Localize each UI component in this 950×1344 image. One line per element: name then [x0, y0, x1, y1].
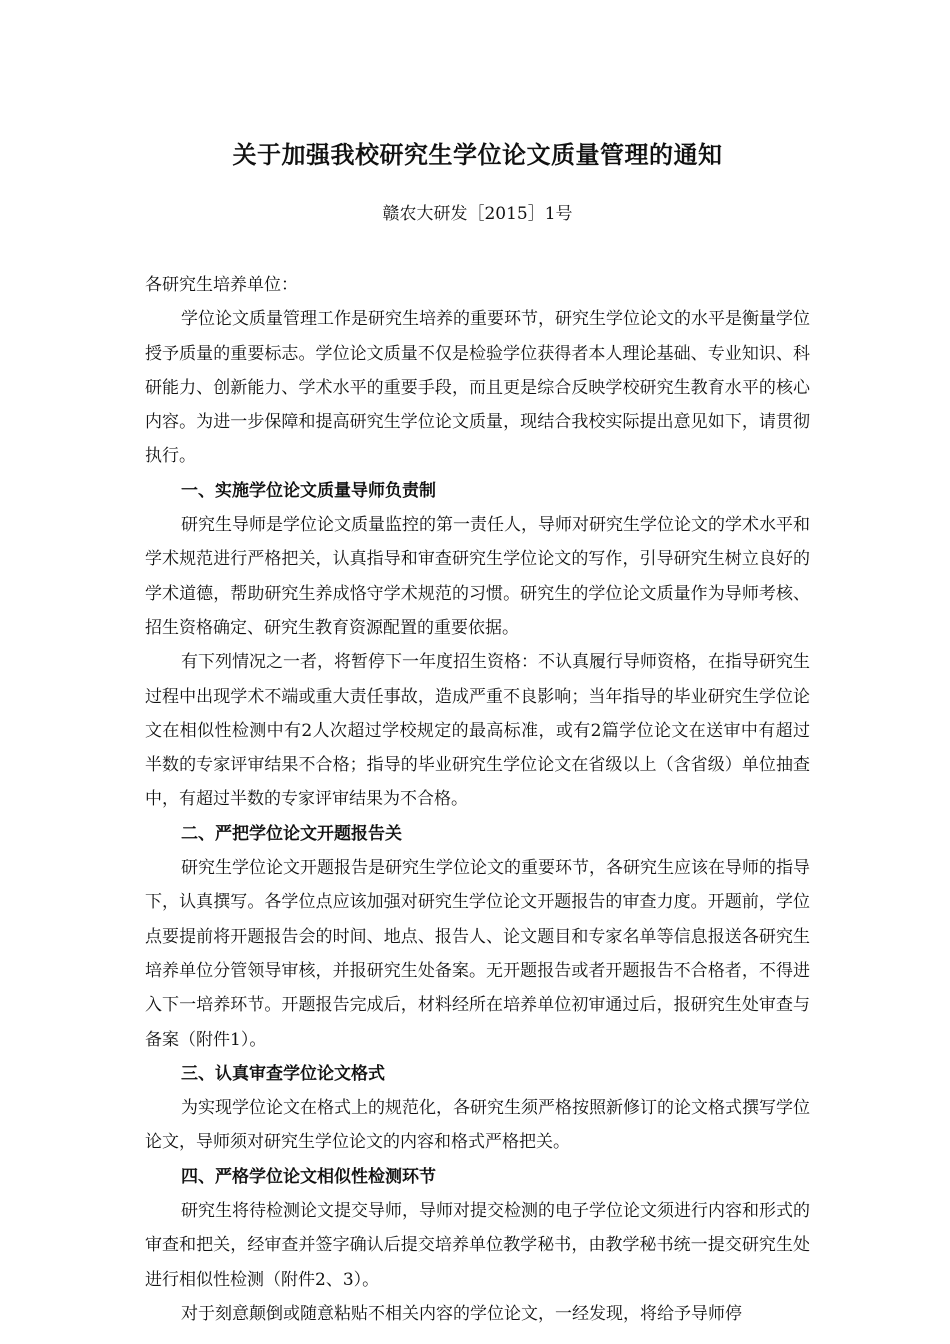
- document-title: 关于加强我校研究生学位论文质量管理的通知: [232, 140, 723, 169]
- document-number: 赣农大研发［2015］1号: [382, 204, 573, 224]
- section-4-heading: 四、严格学位论文相似性检测环节: [181, 1166, 436, 1187]
- section-2-paragraph-1: 研究生学位论文开题报告是研究生学位论文的重要环节，各研究生应该在导师的指导下，认真撰写。各学位点应该加强对研究生学位论文开题报告的审查力度。开题前，学位点要提前将开题报告会的时间、地点、报告人、论文题目和专家名单等信息报送各研究生培养单位分管领导审核，并报研究生处备案。无开题报告或者开题报告不合格者，不得进入下一培养环节。开题报告完成后，材料经所在培养单位初审通过后，报研究生处审查与备案（附件1）。: [145, 858, 810, 1050]
- salutation: 各研究生培养单位：: [145, 275, 298, 295]
- section-4-paragraph-1: 研究生将待检测论文提交导师，导师对提交检测的电子学位论文须进行内容和形式的审查和把关，经审查并签字确认后提交培养单位教学秘书，由教学秘书统一提交研究生处进行相似性检测（附件2、3）。: [145, 1201, 810, 1290]
- intro-paragraph: 学位论文质量管理工作是研究生培养的重要环节，研究生学位论文的水平是衡量学位授予质量的重要标志。学位论文质量不仅是检验学位获得者本人理论基础、专业知识、科研能力、创新能力、学术水平的重要手段，而且更是综合反映学校研究生教育水平的核心内容。为进一步保障和提高研究生学位论文质量，现结合我校实际提出意见如下，请贯彻执行。: [145, 309, 810, 467]
- document-body: [145, 268, 810, 1331]
- section-2-heading: 二、严把学位论文开题报告关: [181, 823, 402, 844]
- section-1-paragraph-2: 有下列情况之一者，将暂停下一年度招生资格：不认真履行导师资格，在指导研究生过程中出现学术不端或重大责任事故，造成严重不良影响；当年指导的毕业研究生学位论文在相似性检测中有2人次超过学校规定的最高标准，或有2篇学位论文在送审中有超过半数的专家评审结果不合格；指导的毕业研究生学位论文在省级以上（含省级）单位抽查中，有超过半数的专家评审结果为不合格。: [145, 652, 810, 810]
- section-4-paragraph-2: 对于刻意颠倒或随意粘贴不相关内容的学位论文，一经发现，将给予导师停: [181, 1303, 742, 1324]
- section-1-paragraph-1: 研究生导师是学位论文质量监控的第一责任人，导师对研究生学位论文的学术水平和学术规范进行严格把关，认真指导和审查研究生学位论文的写作，引导研究生树立良好的学术道德，帮助研究生养成恪守学术规范的习惯。研究生的学位论文质量作为导师考核、招生资格确定、研究生教育资源配置的重要依据。: [145, 515, 810, 638]
- section-1-heading: 一、实施学位论文质量导师负责制: [181, 480, 436, 501]
- section-3-paragraph-1: 为实现学位论文在格式上的规范化，各研究生须严格按照新修订的论文格式撰写学位论文，导师须对研究生学位论文的内容和格式严格把关。: [145, 1098, 810, 1153]
- section-3-heading: 三、认真审查学位论文格式: [181, 1063, 385, 1084]
